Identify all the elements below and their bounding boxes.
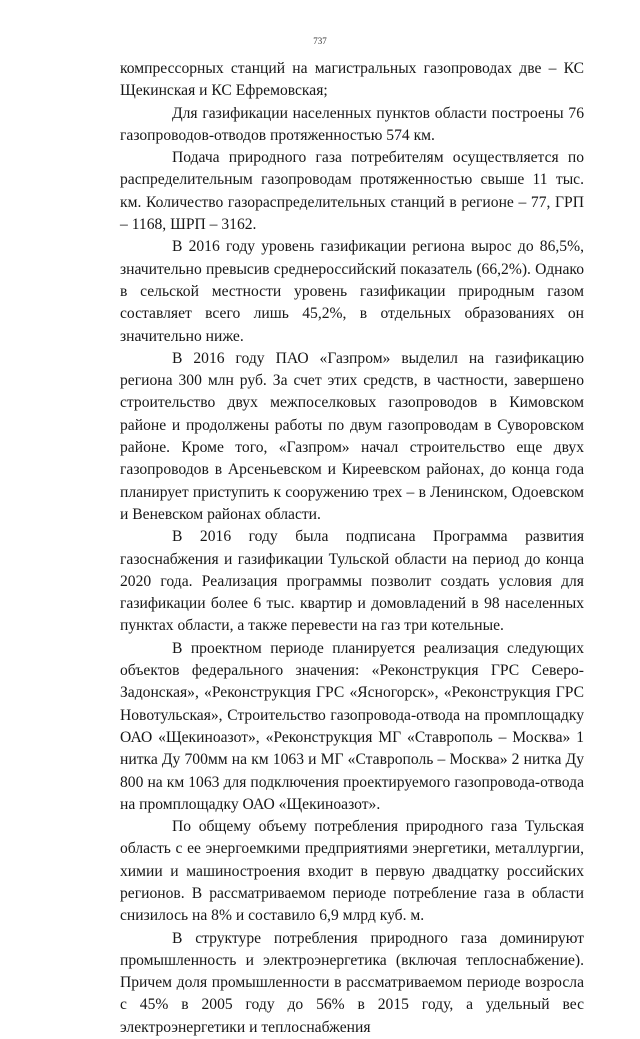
paragraph-gazprom-investment: В 2016 году ПАО «Газпром» выделил на газификацию региона 300 млн руб. За счет этих средств, в частности, завершено строительство двух межпоселковых газопроводов в Кимовском районе и продолжены работы по двум газопроводам в Суворовском районе. Кроме того, «Газпром» начал строительство еще двух газопроводов в Арсеньевском и Киреевском районах, до конца года планирует приступить к сооружению трех – в Ленинском, Одоевском и Веневском районах области.: [120, 349, 584, 523]
paragraph-branch-pipelines: Для газификации населенных пунктов области построены 76 газопроводов-отводов протяженностью 574 км.: [120, 104, 584, 144]
paragraph-gas-consumption: По общему объему потребления природного газа Тульская область с ее энергоемкими предприятиями энергетики, металлургии, химии и машиностроения входит в первую двадцатку российских регионов. В рассматриваемом периоде потребление газа в области снизилось на 8% и составило 6,9 млрд куб. м.: [120, 818, 584, 925]
page-number: 737: [313, 36, 327, 46]
paragraph-federal-projects: В проектном периоде планируется реализация следующих объектов федерального значения: «Реконструкция ГРС Северо-Задонская», «Реконструкция ГРС «Ясногорск», «Реконструкция ГРС Новотульская», Строительство газопровода-отвода на промплощадку ОАО «Щекиноазот», «Реконструкция МГ «Ставрополь – Москва» 1 нитка Ду 700мм на км 1063 и МГ «Ставрополь – Москва» 2 нитка Ду 800 на км 1063 для подключения проектируемого газопровода-отвода на промплощадку ОАО «Щекиноазот».: [120, 639, 584, 813]
document-body: [120, 58, 584, 1039]
paragraph-gasification-level: В 2016 году уровень газификации региона вырос до 86,5%, значительно превысив среднероссийский показатель (66,2%). Однако в сельской местности уровень газификации природным газом составляет всего лишь 45,2%, в отдельных образованиях он значительно ниже.: [120, 238, 584, 345]
paragraph-consumption-structure: В структуре потребления природного газа доминируют промышленность и электроэнергетика (включая теплоснабжение). Причем доля промышленности в рассматриваемом периоде возросла с 45% в 2005 году до 56% в 2015 году, а удельный вес электроэнергетики и теплоснабжения: [120, 929, 584, 1036]
paragraph-development-program: В 2016 году была подписана Программа развития газоснабжения и газификации Тульской области на период до конца 2020 года. Реализация программы позволит создать условия для газификации более 6 тыс. квартир и домовладений в 98 населенных пунктах области, а также перевести на газ три котельные.: [120, 528, 584, 635]
paragraph-compressor-stations: компрессорных станций на магистральных газопроводах две – КС Щекинская и КС Ефремовская;: [120, 60, 584, 100]
paragraph-gas-distribution: Подача природного газа потребителям осуществляется по распределительным газопроводам протяженностью свыше 11 тыс. км. Количество газораспределительных станций в регионе – 77, ГРП – 1168, ШРП – 3162.: [120, 149, 584, 234]
